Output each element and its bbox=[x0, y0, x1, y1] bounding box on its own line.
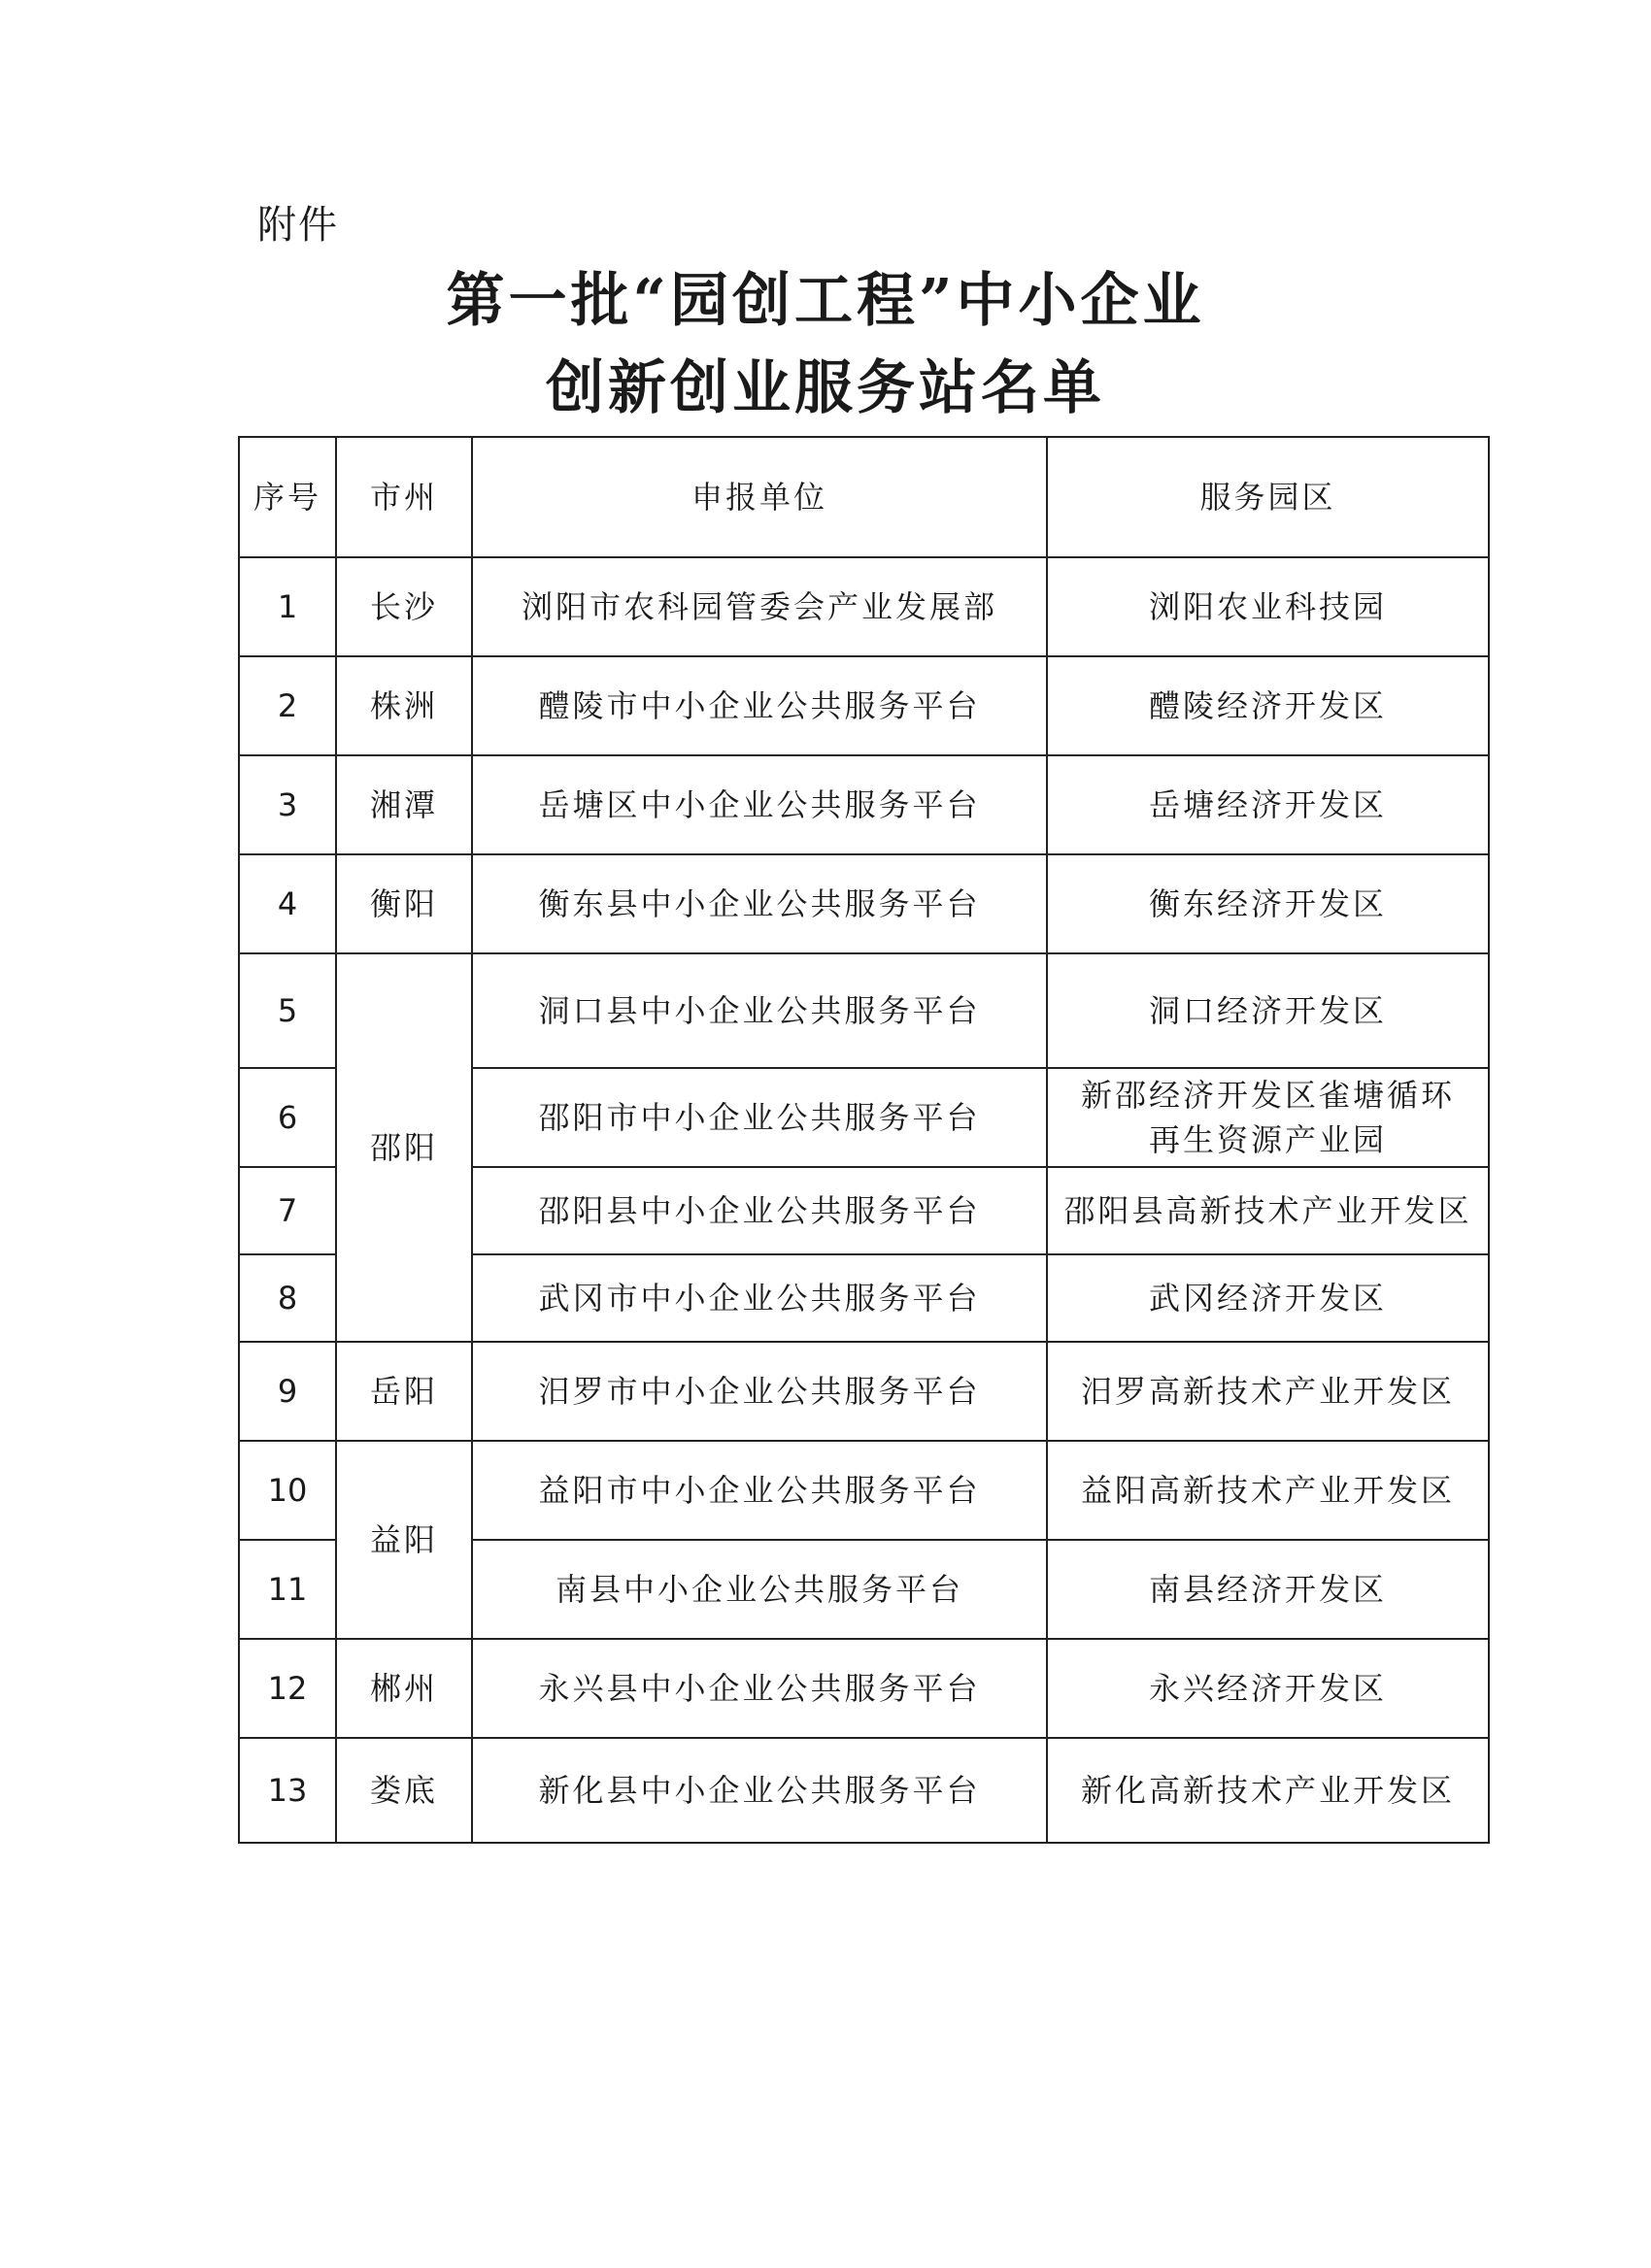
row-city: 岳阳 bbox=[336, 1342, 472, 1441]
row-unit: 衡东县中小企业公共服务平台 bbox=[472, 854, 1047, 953]
row-index: 7 bbox=[239, 1167, 336, 1254]
row-unit: 南县中小企业公共服务平台 bbox=[472, 1540, 1047, 1639]
row-park: 浏阳农业科技园 bbox=[1047, 557, 1489, 656]
row-park bbox=[1047, 1068, 1489, 1167]
row-index: 4 bbox=[239, 854, 336, 953]
row-park: 洞口经济开发区 bbox=[1047, 953, 1489, 1068]
row-park: 邵阳县高新技术产业开发区 bbox=[1047, 1167, 1489, 1254]
row-city: 娄底 bbox=[336, 1738, 472, 1843]
row-unit: 岳塘区中小企业公共服务平台 bbox=[472, 755, 1047, 854]
row-unit: 武冈市中小企业公共服务平台 bbox=[472, 1254, 1047, 1342]
row-park-line-1: 新邵经济开发区雀塘循环 bbox=[1080, 1077, 1455, 1114]
row-city: 衡阳 bbox=[336, 854, 472, 953]
header-applicant-unit: 申报单位 bbox=[472, 437, 1047, 557]
table-row bbox=[239, 1639, 1489, 1738]
row-park-line-2: 再生资源产业园 bbox=[1148, 1121, 1387, 1158]
header-index: 序号 bbox=[239, 437, 336, 557]
table-row bbox=[239, 854, 1489, 953]
service-station-table bbox=[238, 436, 1490, 1844]
row-index: 11 bbox=[239, 1540, 336, 1639]
row-unit: 汨罗市中小企业公共服务平台 bbox=[472, 1342, 1047, 1441]
document-title-line-2: 创新创业服务站名单 bbox=[546, 354, 1105, 422]
table-row bbox=[239, 755, 1489, 854]
row-unit: 浏阳市农科园管委会产业发展部 bbox=[472, 557, 1047, 656]
row-unit: 益阳市中小企业公共服务平台 bbox=[472, 1441, 1047, 1540]
row-city-merged: 益阳 bbox=[336, 1441, 472, 1639]
row-unit: 邵阳市中小企业公共服务平台 bbox=[472, 1068, 1047, 1167]
table-row bbox=[239, 656, 1489, 755]
table-row bbox=[239, 953, 1489, 1068]
row-park: 南县经济开发区 bbox=[1047, 1540, 1489, 1639]
row-index: 2 bbox=[239, 656, 336, 755]
row-unit: 洞口县中小企业公共服务平台 bbox=[472, 953, 1047, 1068]
row-city: 株洲 bbox=[336, 656, 472, 755]
row-unit: 醴陵市中小企业公共服务平台 bbox=[472, 656, 1047, 755]
row-index: 8 bbox=[239, 1254, 336, 1342]
table-row bbox=[239, 1441, 1489, 1540]
table-row bbox=[239, 557, 1489, 656]
row-unit: 新化县中小企业公共服务平台 bbox=[472, 1738, 1047, 1843]
row-unit: 邵阳县中小企业公共服务平台 bbox=[472, 1167, 1047, 1254]
document-title-line-1: 第一批“园创工程”中小企业 bbox=[446, 267, 1205, 335]
header-service-park: 服务园区 bbox=[1047, 437, 1489, 557]
row-city: 湘潭 bbox=[336, 755, 472, 854]
row-park: 武冈经济开发区 bbox=[1047, 1254, 1489, 1342]
attachment-label: 附件 bbox=[257, 203, 339, 248]
table-header-row bbox=[239, 437, 1489, 557]
row-park: 岳塘经济开发区 bbox=[1047, 755, 1489, 854]
row-index: 3 bbox=[239, 755, 336, 854]
row-index: 1 bbox=[239, 557, 336, 656]
row-index: 10 bbox=[239, 1441, 336, 1540]
row-index: 6 bbox=[239, 1068, 336, 1167]
table-row bbox=[239, 1342, 1489, 1441]
row-park: 新化高新技术产业开发区 bbox=[1047, 1738, 1489, 1843]
row-park: 永兴经济开发区 bbox=[1047, 1639, 1489, 1738]
row-unit: 永兴县中小企业公共服务平台 bbox=[472, 1639, 1047, 1738]
row-index: 9 bbox=[239, 1342, 336, 1441]
row-park: 衡东经济开发区 bbox=[1047, 854, 1489, 953]
row-city: 郴州 bbox=[336, 1639, 472, 1738]
row-city: 长沙 bbox=[336, 557, 472, 656]
row-index: 13 bbox=[239, 1738, 336, 1843]
row-index: 5 bbox=[239, 953, 336, 1068]
table-row bbox=[239, 1738, 1489, 1843]
row-park: 益阳高新技术产业开发区 bbox=[1047, 1441, 1489, 1540]
row-park: 醴陵经济开发区 bbox=[1047, 656, 1489, 755]
row-index: 12 bbox=[239, 1639, 336, 1738]
row-city-merged: 邵阳 bbox=[336, 953, 472, 1342]
header-city: 市州 bbox=[336, 437, 472, 557]
row-park: 汨罗高新技术产业开发区 bbox=[1047, 1342, 1489, 1441]
